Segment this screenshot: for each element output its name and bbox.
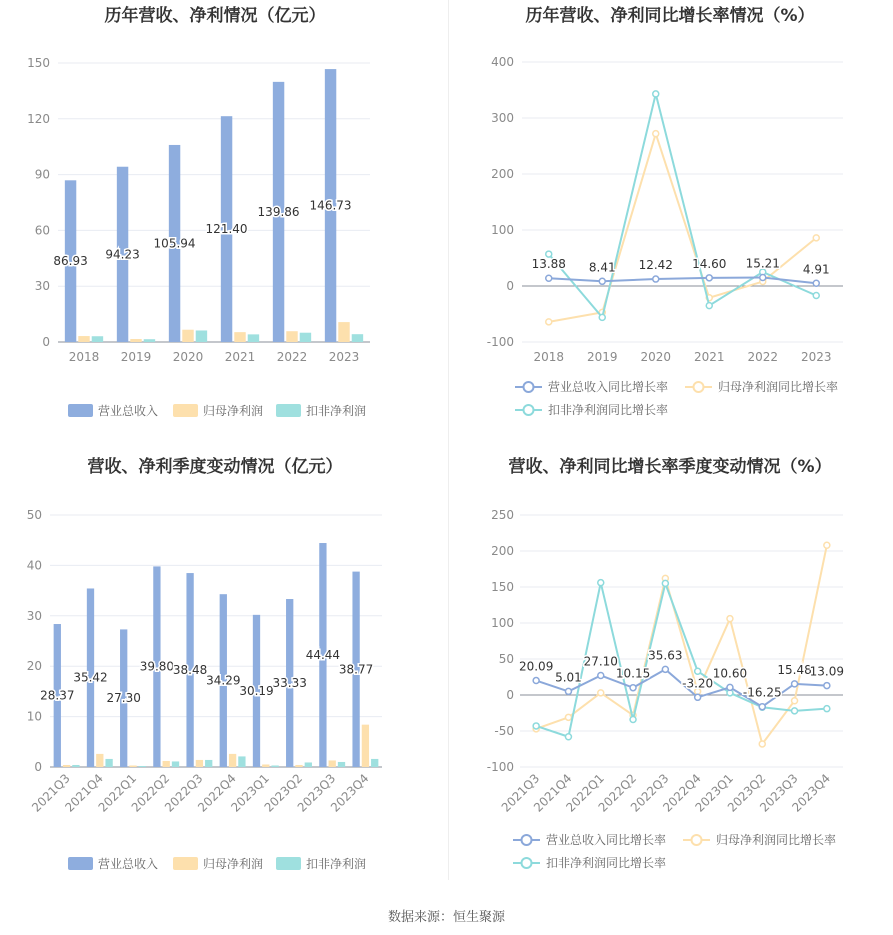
y-tick-label: 200 [491,544,514,558]
x-tick-label: 2022Q2 [128,771,173,815]
legend-label: 营业总收入同比增长率 [546,833,667,847]
series-point-1 [599,278,605,284]
bar-value-label: 30.19 [239,683,274,698]
point-value-label: 4.91 [802,262,830,277]
series-point-1 [662,666,668,672]
point-value-label: -3.20 [682,676,714,691]
x-tick-label: 2019 [586,350,618,364]
series-point-2 [759,741,765,747]
x-tick-label: 2022 [276,350,308,364]
legend-marker [524,382,534,392]
bar-value-label: 105.94 [153,236,196,251]
x-tick-label: 2021 [224,350,256,364]
series-point-2 [546,319,552,325]
y-tick-label: 0 [506,279,514,293]
bar-3 [248,334,259,342]
series-line-2 [549,134,817,322]
legend-label: 归母净利润同比增长率 [716,833,837,847]
x-tick-label: 2023Q3 [294,771,339,815]
series-point-3 [546,251,552,257]
x-tick-label: 2022Q3 [627,771,672,815]
bar-2 [229,754,236,767]
series-point-1 [760,274,766,280]
series-point-2 [565,714,571,720]
y-tick-label: 50 [26,508,42,522]
y-tick-label: 0 [42,335,50,349]
series-point-2 [653,131,659,137]
point-value-label: 5.01 [555,670,582,685]
y-tick-label: 40 [26,558,42,573]
bar-2 [338,322,349,342]
series-point-3 [813,293,819,299]
series-point-1 [727,684,733,690]
x-tick-label: 2022Q1 [563,771,607,815]
legend-swatch [68,857,93,870]
series-point-3 [792,708,798,714]
x-tick-label: 2021Q4 [530,771,575,815]
bar-value-label: 33.33 [272,676,307,691]
series-point-2 [792,698,798,704]
series-point-3 [598,580,604,586]
x-tick-label: 2022Q4 [660,771,704,815]
y-tick-label: 20 [26,659,42,674]
bar-2 [130,339,141,342]
bar-value-label: 121.40 [205,222,248,237]
bar-3 [238,756,245,767]
bar-3 [172,761,179,767]
series-point-3 [565,734,571,740]
bar-value-label: 28.37 [40,688,75,703]
series-point-3 [706,303,712,309]
y-tick-label: 90 [34,167,50,182]
chart-title: 营收、净利季度变动情况（亿元） [87,457,343,477]
x-tick-label: 2023Q4 [789,771,833,815]
series-point-3 [653,91,659,97]
chart-3 [27,456,382,871]
x-tick-label: 2019 [120,350,152,364]
point-value-label: 20.09 [518,659,554,674]
bar-2 [329,760,336,767]
bar-2 [234,332,245,342]
bar-3 [300,333,311,342]
chart-1 [27,5,370,418]
point-value-label: 27.10 [583,654,618,669]
y-tick-label: 10 [26,709,42,724]
series-point-1 [598,672,604,678]
chart-title: 营收、净利同比增长率季度变动情况（%） [508,457,832,477]
series-point-1 [565,688,571,694]
bar-2 [262,764,269,767]
legend-label: 营业总收入 [98,404,159,418]
legend-label: 归母净利润 [203,857,264,871]
point-value-label: 13.88 [531,257,566,272]
x-tick-label: 2022Q1 [95,771,140,815]
legend-swatch [68,404,93,417]
bar-3 [205,760,212,767]
chart-4 [487,456,844,870]
bar-value-label: 27.30 [106,691,141,706]
bar-2 [96,754,103,767]
point-value-label: 8.41 [588,260,616,275]
bar-3 [72,765,79,767]
series-point-1 [533,678,539,684]
y-tick-label: 150 [491,580,514,594]
series-point-1 [706,275,712,281]
bar-3 [305,762,312,767]
bar-2 [182,330,193,342]
legend-label: 扣非净利润 [306,857,367,871]
y-tick-label: 100 [491,223,514,237]
series-point-3 [630,716,636,722]
bar-2 [63,765,70,767]
x-tick-label: 2021Q4 [62,771,106,815]
legend-marker [524,405,534,415]
series-line-2 [536,545,827,744]
series-point-1 [653,276,659,282]
x-tick-label: 2023Q2 [724,771,769,815]
bar-2 [295,765,302,767]
point-value-label: 35.63 [648,648,683,663]
legend-marker [522,835,532,845]
x-tick-label: 2021Q3 [498,771,543,815]
bar-3 [139,766,146,767]
series-point-3 [599,314,605,320]
x-tick-label: 2023 [800,350,832,364]
legend-swatch [173,404,198,417]
chart-title: 历年营收、净利情况（亿元） [104,6,326,26]
y-tick-label: -100 [486,760,514,774]
y-tick-label: 50 [498,652,514,666]
x-tick-label: 2020 [172,350,204,364]
y-tick-label: 0 [506,688,514,702]
y-tick-label: 250 [491,508,514,522]
legend-label: 归母净利润同比增长率 [718,380,839,394]
series-point-1 [759,704,765,710]
y-tick-label: 400 [491,55,514,69]
series-point-2 [824,542,830,548]
bar-2 [129,765,136,767]
point-value-label: -16.25 [742,685,782,700]
x-tick-label: 2021Q3 [29,771,73,815]
series-point-2 [813,235,819,241]
series-line-3 [549,94,817,317]
legend-marker [694,382,704,392]
y-tick-label: 30 [26,608,42,623]
series-point-2 [598,690,604,696]
series-point-2 [727,616,733,622]
series-point-3 [824,706,830,712]
point-value-label: 15.48 [777,662,812,677]
point-value-label: 12.42 [638,258,673,273]
legend-swatch [173,857,198,870]
bar-value-label: 39.80 [139,659,175,674]
point-value-label: 10.60 [712,666,748,681]
legend-label: 营业总收入同比增长率 [548,380,669,394]
point-value-label: 15.21 [745,256,780,271]
x-tick-label: 2023Q4 [327,771,372,815]
point-value-label: 10.15 [615,666,651,681]
bar-value-label: 35.42 [73,670,108,685]
bar-2 [286,331,297,342]
x-tick-label: 2023Q2 [261,771,306,815]
y-tick-label: 150 [27,56,50,70]
bar-3 [352,334,363,342]
y-tick-label: 30 [34,279,50,294]
x-tick-label: 2022Q4 [195,771,239,815]
series-line-1 [549,277,817,283]
series-point-3 [695,668,701,674]
x-tick-label: 2018 [533,350,565,364]
x-tick-label: 2022Q3 [161,771,206,815]
bar-3 [338,762,345,767]
x-tick-label: 2021 [693,350,725,364]
legend-marker [692,835,702,845]
bar-2 [196,760,203,767]
legend-marker [522,858,532,868]
x-tick-label: 2023 [328,350,360,364]
bar-2 [362,725,369,767]
x-tick-label: 2023Q1 [692,771,737,815]
legend-label: 扣非净利润同比增长率 [548,403,669,417]
bar-2 [78,336,89,342]
y-tick-label: -50 [494,724,514,738]
bar-3 [92,336,103,342]
x-tick-label: 2022 [747,350,779,364]
y-tick-label: 300 [491,111,514,125]
legend-label: 归母净利润 [203,404,264,418]
series-point-1 [813,280,819,286]
bar-value-label: 146.73 [309,198,352,213]
y-tick-label: 200 [491,167,514,181]
series-point-1 [792,681,798,687]
bar-value-label: 86.93 [53,254,88,269]
y-tick-label: -100 [486,335,514,349]
y-tick-label: 120 [27,111,50,126]
series-point-1 [824,683,830,689]
bar-value-label: 38.77 [338,662,374,677]
legend-label: 营业总收入 [98,857,159,871]
x-tick-label: 2018 [68,350,100,364]
legend-label: 扣非净利润 [306,404,367,418]
bar-3 [105,759,112,767]
series-point-3 [662,580,668,586]
legend-label: 扣非净利润同比增长率 [546,856,667,870]
y-tick-label: 100 [491,616,514,630]
point-value-label: 13.09 [809,664,845,679]
bar-3 [371,759,378,767]
x-tick-label: 2023Q1 [228,771,272,815]
bar-3 [196,330,207,342]
x-tick-label: 2020 [640,350,672,364]
x-tick-label: 2022Q2 [595,771,640,815]
series-point-3 [533,723,539,729]
legend-swatch [276,857,301,870]
point-value-label: 14.60 [692,256,727,271]
series-point-1 [546,275,552,281]
bar-value-label: 44.44 [305,648,341,663]
series-point-1 [630,685,636,691]
chart-2 [487,5,843,417]
bar-3 [271,765,278,767]
x-tick-label: 2023Q3 [757,771,801,815]
bar-value-label: 34.29 [206,673,241,688]
legend-swatch [276,404,301,417]
bar-value-label: 139.86 [257,204,300,219]
y-tick-label: 60 [34,223,50,238]
y-tick-label: 0 [34,760,42,774]
data-source-footer: 数据来源：恒生聚源 [387,910,505,925]
series-point-1 [695,694,701,700]
bar-3 [144,339,155,342]
bar-2 [163,761,170,767]
chart-title: 历年营收、净利同比增长率情况（%） [525,6,815,26]
bar-value-label: 94.23 [105,247,140,262]
bar-value-label: 38.48 [172,663,208,678]
